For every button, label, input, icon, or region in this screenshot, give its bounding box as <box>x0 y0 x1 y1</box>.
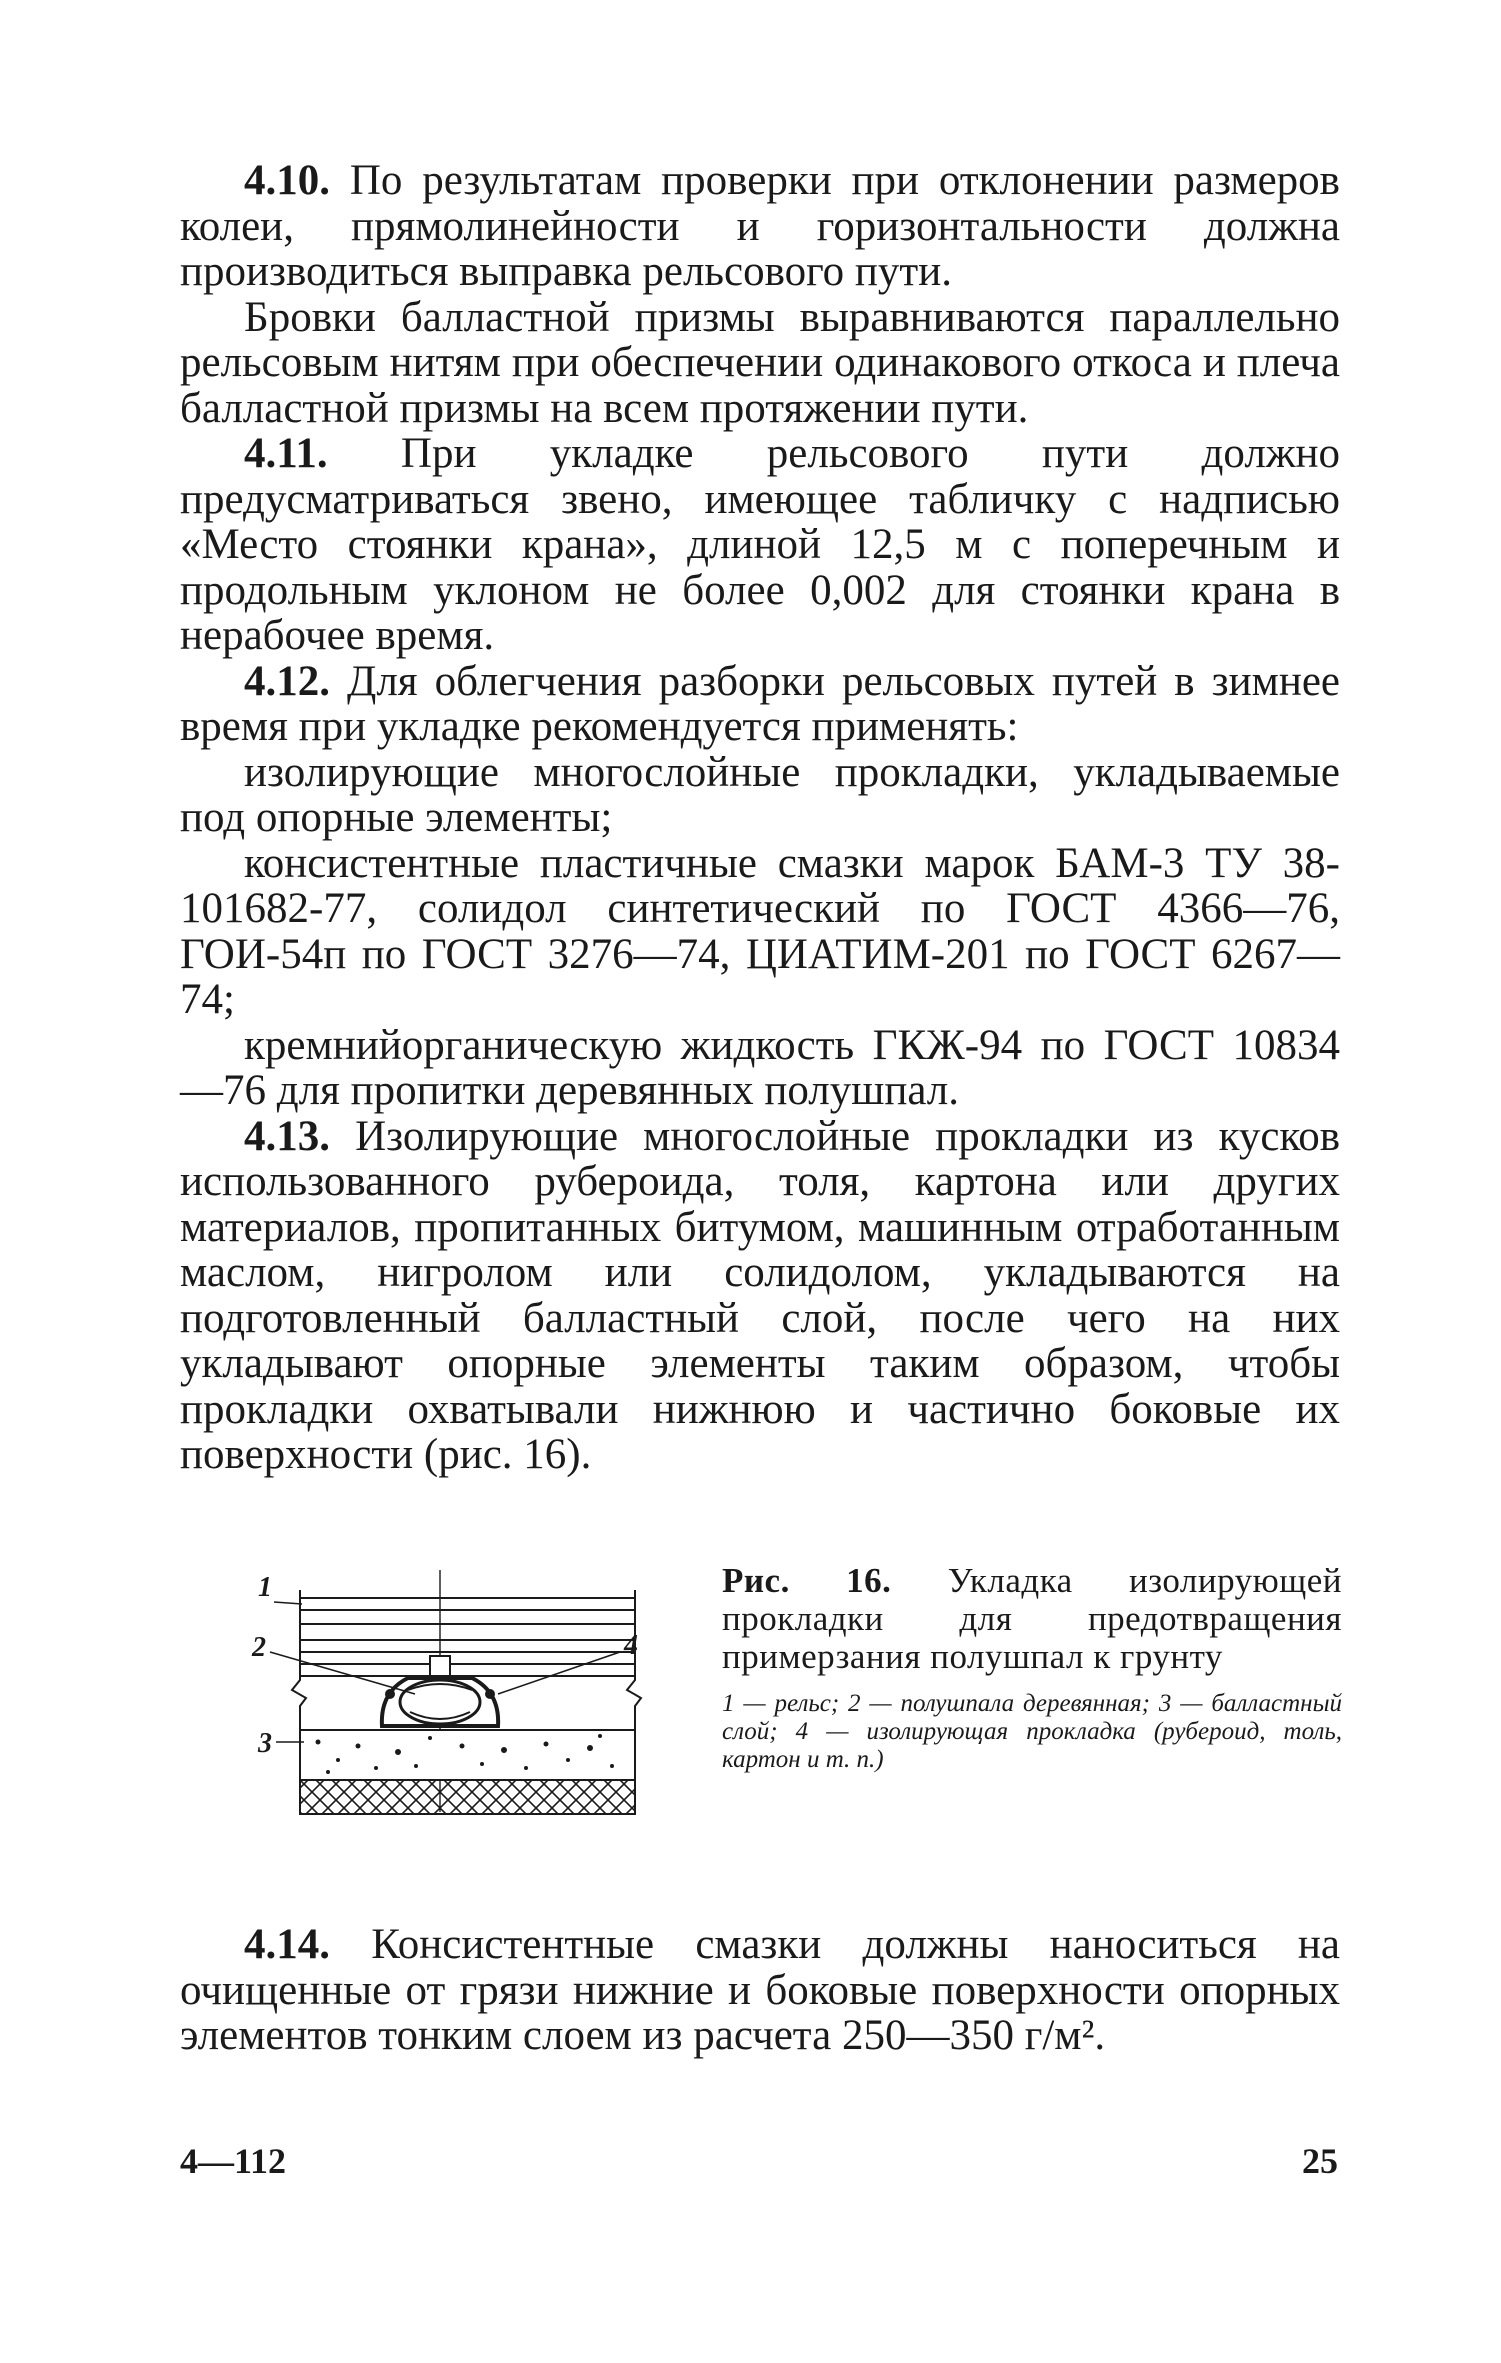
paragraph-text: изолирующие многослойные прокладки, укладываемые под опорные элементы; <box>180 748 1340 841</box>
callout-label: 2 <box>252 1632 266 1663</box>
paragraph-text: Изолирующие многослойные прокладки из кусков использованного рубероида, толя, картона или других материалов, пропитанных битумом, машинным отработанным маслом, нигролом или солидолом, укладываются на подготовленный балластный слой, после чего на них укладывают опорные элементы таким образом, чтобы прокладки охватывали нижнюю и частично боковые их поверхности (рис. 16). <box>180 1112 1340 1478</box>
ground-hatch <box>300 1780 635 1814</box>
paragraph-text: Бровки балластной призмы выравниваются параллельно рельсовым нитям при обеспечении одинакового откоса и плеча балластной призмы на всем протяжении пути. <box>180 293 1340 432</box>
ballast-layer <box>300 1730 635 1780</box>
paragraph-ballast-edges <box>180 295 1340 432</box>
caption-text: Укладка изолирующей прокладки для предотвращения примерзания полушпал к грунту <box>722 1561 1342 1676</box>
sleeper-with-pad <box>382 1656 498 1726</box>
callout-label: 4 <box>624 1630 638 1661</box>
list-item-pads <box>180 750 1340 841</box>
paragraph-text: По результатам проверки при отклонении размеров колеи, прямолинейности и горизонтальности должна производиться выправка рельсового пути. <box>180 157 1340 295</box>
paragraph-4-12 <box>180 659 1340 750</box>
paragraph-text: Консистентные смазки должны наноситься на очищенные от грязи нижние и боковые поверхности опорных элементов тонким слоем из расчета 250—350 г/м². <box>180 1921 1340 2059</box>
callout-label: 3 <box>258 1728 272 1759</box>
clause-number: 4.13. <box>244 1112 330 1160</box>
figure-caption <box>722 1562 1342 1774</box>
clause-number: 4.11. <box>244 430 328 477</box>
paragraph-4-10 <box>180 158 1340 295</box>
caption-label: Рис. 16. <box>722 1561 892 1600</box>
paragraph-4-13 <box>180 1114 1340 1478</box>
list-item-liquid <box>180 1023 1340 1114</box>
figure-16-drawing <box>240 1560 660 1840</box>
paragraph-4-11 <box>180 431 1340 659</box>
clause-number: 4.14. <box>244 1921 330 1968</box>
text-after-figure <box>180 1922 1340 2059</box>
paragraph-4-14 <box>180 1922 1340 2059</box>
page-number: 25 <box>1302 2141 1338 2181</box>
main-text <box>180 158 1340 1478</box>
caption-title <box>722 1562 1342 1676</box>
caption-legend: 1 — рельс; 2 — полушпала деревянная; 3 — балластный слой; 4 — изолирующая прокладка (рубероид, толь, картон и т. п.) <box>722 1690 1342 1773</box>
paragraph-text: При укладке рельсового пути должно предусматриваться звено, имеющее табличку с надписью «Место стоянки крана», длиной 12,5 м с поперечным и продольным уклоном не более 0,002 для стоянки крана в нерабочее время. <box>180 430 1340 659</box>
paragraph-text: кремнийорганическую жидкость ГКЖ-94 по ГОСТ 10834—76 для пропитки деревянных полушпал. <box>180 1021 1340 1114</box>
paragraph-text: Для облегчения разборки рельсовых путей в зимнее время при укладке рекомендуется применять: <box>180 657 1340 750</box>
paragraph-text: консистентные пластичные смазки марок БАМ-3 ТУ 38-101682-77, солидол синтетический по ГОСТ 4366—76, ГОИ-54п по ГОСТ 3276—74, ЦИАТИМ-201 по ГОСТ 6267—74; <box>180 839 1340 1023</box>
sheet-signature: 4—112 <box>180 2141 287 2181</box>
callout-label: 1 <box>258 1572 272 1603</box>
clause-number: 4.10. <box>244 157 330 204</box>
clause-number: 4.12. <box>244 657 330 705</box>
list-item-greases <box>180 841 1340 1023</box>
